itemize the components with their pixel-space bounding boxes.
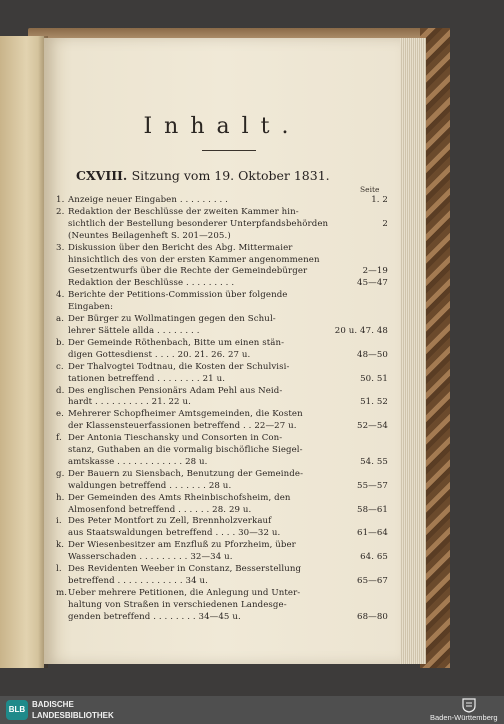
contents-line	[56, 493, 388, 505]
contents-line	[56, 600, 388, 612]
contents-line	[56, 409, 388, 421]
contents-line	[56, 576, 388, 588]
contents-line	[56, 564, 388, 576]
entry-page-number	[384, 564, 388, 576]
entry-page-number: 45—47	[357, 278, 388, 289]
entry-page-number	[384, 445, 388, 457]
entry-marker: 3.	[56, 242, 65, 253]
state-name: Baden-Württemberg	[430, 713, 498, 722]
contents-line	[56, 421, 388, 433]
entry-page-number: 52—54	[357, 421, 388, 432]
contents-line	[56, 195, 388, 207]
entry-text: Redaktion der Beschlüsse der zweiten Kammer hin-	[68, 206, 299, 217]
entry-text: betreffend . . . . . . . . . . . . 34 u.	[68, 576, 208, 586]
contents-entry	[56, 409, 388, 433]
contents-line	[56, 243, 388, 255]
entry-text: Ueber mehrere Petitionen, die Anlegung und Unter-	[68, 587, 301, 598]
entry-text: sichtlich der Bestellung besonderer Unterpfandsbehörden	[68, 218, 329, 229]
contents-line	[56, 588, 388, 600]
contents-entry	[56, 540, 388, 564]
entry-page-number: 2—19	[362, 266, 388, 277]
entry-text: Des Revidenten Weeber in Constanz, Besserstellung	[68, 564, 302, 575]
entry-page-number: 20 u. 47. 48	[334, 325, 388, 336]
entry-page-number	[384, 409, 388, 421]
contents-line	[56, 457, 388, 469]
contents-line	[56, 445, 388, 457]
entry-text: Der Bauern zu Siensbach, Benutzung der Gemeinde-	[68, 468, 304, 479]
entry-marker: m.	[56, 587, 68, 598]
entry-text: Redaktion der Beschlüsse . . . . . . . . .	[68, 278, 235, 289]
contents-entry	[56, 564, 388, 588]
entry-page-number: 2	[382, 218, 388, 229]
library-name	[32, 699, 114, 721]
entry-text: (Neuntes Beilagenheft S. 201—205.)	[68, 230, 231, 241]
entry-page-number	[384, 243, 388, 255]
contents-line	[56, 505, 388, 517]
entry-text: Berichte der Petitions-Commission über folgende	[68, 290, 288, 301]
entry-marker: 1.	[56, 195, 65, 205]
entry-text: genden betreffend . . . . . . . . 34—45 u.	[68, 611, 241, 622]
page-title: Inhalt.	[143, 114, 301, 139]
seite-column-label: Seite	[360, 185, 380, 194]
entry-page-number	[384, 588, 388, 600]
entry-text: Mehrerer Schopfheimer Amtsgemeinden, die Kosten	[68, 409, 303, 420]
entry-text: waldungen betreffend . . . . . . . 28 u.	[68, 480, 232, 491]
contents-entry	[56, 588, 388, 624]
entry-page-number	[384, 362, 388, 374]
entry-text: Der Gemeinde Röthenbach, Bitte um einen stän-	[68, 337, 285, 348]
contents-line	[56, 278, 388, 290]
entry-page-number	[384, 433, 388, 445]
entry-page-number	[384, 493, 388, 505]
contents-line	[56, 207, 388, 219]
contents-line	[56, 326, 388, 338]
contents-entry	[56, 195, 388, 207]
entry-page-number: 61—64	[357, 528, 388, 539]
contents-line	[56, 540, 388, 552]
entry-page-number	[384, 516, 388, 528]
contents-line	[56, 612, 388, 624]
entry-page-number: 50. 51	[360, 373, 388, 384]
entry-text: amtskasse . . . . . . . . . . . . 28 u.	[68, 456, 208, 467]
blb-logo: BLB	[6, 700, 28, 720]
contents-line	[56, 397, 388, 409]
contents-line	[56, 362, 388, 374]
contents-line	[56, 314, 388, 326]
entry-marker: d.	[56, 385, 65, 396]
contents-line	[56, 481, 388, 493]
contents-line	[56, 302, 388, 314]
entry-text: Gesetzentwurfs über die Rechte der Gemeindebürger	[68, 266, 308, 277]
contents-entry	[56, 516, 388, 540]
contents-entry	[56, 290, 388, 314]
entry-text: Anzeige neuer Eingaben . . . . . . . . .	[68, 195, 228, 205]
entry-text: Der Thalvogtei Todtnau, die Kosten der Schulvisi-	[68, 361, 290, 372]
entry-text: hinsichtlich des von der ersten Kammer angenommenen	[68, 254, 320, 265]
contents-entry	[56, 314, 388, 338]
entry-page-number	[384, 314, 388, 326]
contents-entry	[56, 207, 388, 243]
entry-text: aus Staatswaldungen betreffend . . . . 30—32 u.	[68, 528, 281, 539]
entry-text: stanz, Guthaben an die vormalig bischöfliche Siegel-	[68, 445, 303, 456]
entry-page-number: 58—61	[357, 504, 388, 515]
entry-marker: a.	[56, 314, 65, 325]
entry-marker: i.	[56, 516, 62, 527]
entry-text: Der Gemeinden des Amts Rheinbischofsheim, den	[68, 492, 291, 503]
entry-text: der Klassensteuerfassionen betreffend . . 22—27 u.	[68, 421, 297, 432]
entry-page-number	[384, 386, 388, 398]
entry-text: lehrer Sättele allda . . . . . . . .	[68, 325, 200, 336]
entry-page-number	[384, 231, 388, 243]
entry-marker: k.	[56, 540, 65, 551]
library-name-line1: BADISCHE	[32, 700, 74, 709]
contents-line	[56, 266, 388, 278]
entry-page-number	[384, 302, 388, 314]
contents-entry	[56, 338, 388, 362]
entry-marker: g.	[56, 468, 65, 479]
entry-marker: e.	[56, 409, 65, 420]
entry-marker: h.	[56, 492, 65, 503]
entry-page-number: 54. 55	[360, 456, 388, 467]
contents-line	[56, 386, 388, 398]
contents-line	[56, 552, 388, 564]
session-heading	[76, 168, 330, 183]
contents-line	[56, 219, 388, 231]
entry-text: Des Peter Montfort zu Zell, Brennholzverkauf	[68, 516, 272, 527]
entry-page-number: 68—80	[357, 611, 388, 622]
library-name-line2: LANDESBIBLIOTHEK	[32, 711, 114, 720]
contents-entry	[56, 433, 388, 469]
entry-page-number: 55—57	[357, 480, 388, 491]
entry-text: hardt . . . . . . . . . . 21. 22 u.	[68, 397, 191, 408]
entry-marker: 4.	[56, 290, 65, 301]
contents-entry	[56, 469, 388, 493]
entry-page-number: 48—50	[357, 349, 388, 360]
entry-page-number	[384, 600, 388, 612]
entry-page-number: 64. 65	[360, 552, 388, 563]
contents-entry	[56, 243, 388, 291]
session-date: Sitzung vom 19. Oktober 1831.	[131, 168, 330, 183]
entry-page-number	[384, 338, 388, 350]
entry-text: Almosenfond betreffend . . . . . . 28. 29 u.	[68, 504, 252, 515]
contents-line	[56, 255, 388, 267]
contents-line	[56, 338, 388, 350]
contents-line	[56, 516, 388, 528]
contents-line	[56, 433, 388, 445]
entry-page-number	[384, 290, 388, 302]
entry-text: tationen betreffend . . . . . . . . 21 u.	[68, 373, 226, 384]
session-number: CXVIII.	[76, 168, 128, 183]
contents-line	[56, 350, 388, 362]
entry-text: digen Gottesdienst . . . . 20. 21. 26. 27 u.	[68, 349, 251, 360]
contents-line	[56, 528, 388, 540]
entry-page-number: 1. 2	[371, 195, 388, 205]
page-edges	[396, 38, 426, 664]
entry-text: Diskussion über den Bericht des Abg. Mittermaier	[68, 242, 293, 253]
book-page	[44, 38, 400, 664]
contents-line	[56, 374, 388, 386]
entry-text: Des englischen Pensionärs Adam Pehl aus Neid-	[68, 385, 283, 396]
entry-text: Der Bürger zu Wollmatingen gegen den Schul-	[68, 314, 276, 325]
contents-entry	[56, 362, 388, 386]
entry-page-number	[384, 207, 388, 219]
contents-entry	[56, 493, 388, 517]
entry-marker: b.	[56, 337, 65, 348]
contents-line	[56, 469, 388, 481]
state-crest-icon	[460, 697, 478, 713]
entry-marker: 2.	[56, 206, 65, 217]
entry-page-number	[384, 540, 388, 552]
entry-marker: f.	[56, 433, 62, 444]
entry-text: Der Antonia Tieschansky und Consorten in Con-	[68, 433, 283, 444]
title-divider	[202, 150, 256, 151]
entry-page-number: 65—67	[357, 576, 388, 586]
contents-line	[56, 231, 388, 243]
entry-page-number	[384, 469, 388, 481]
entry-text: haltung von Straßen in verschiedenen Landesge-	[68, 599, 287, 610]
entry-page-number	[384, 255, 388, 267]
contents-list	[56, 195, 388, 624]
entry-text: Eingaben:	[68, 302, 114, 313]
entry-page-number: 51. 52	[360, 397, 388, 408]
entry-marker: c.	[56, 361, 64, 372]
entry-text: Der Wiesenbesitzer am Enzfluß zu Pforzheim, über	[68, 540, 296, 551]
contents-entry	[56, 386, 388, 410]
entry-text: Wasserschaden . . . . . . . . . 32—34 u.	[68, 552, 233, 563]
contents-line	[56, 290, 388, 302]
entry-marker: l.	[56, 564, 62, 575]
